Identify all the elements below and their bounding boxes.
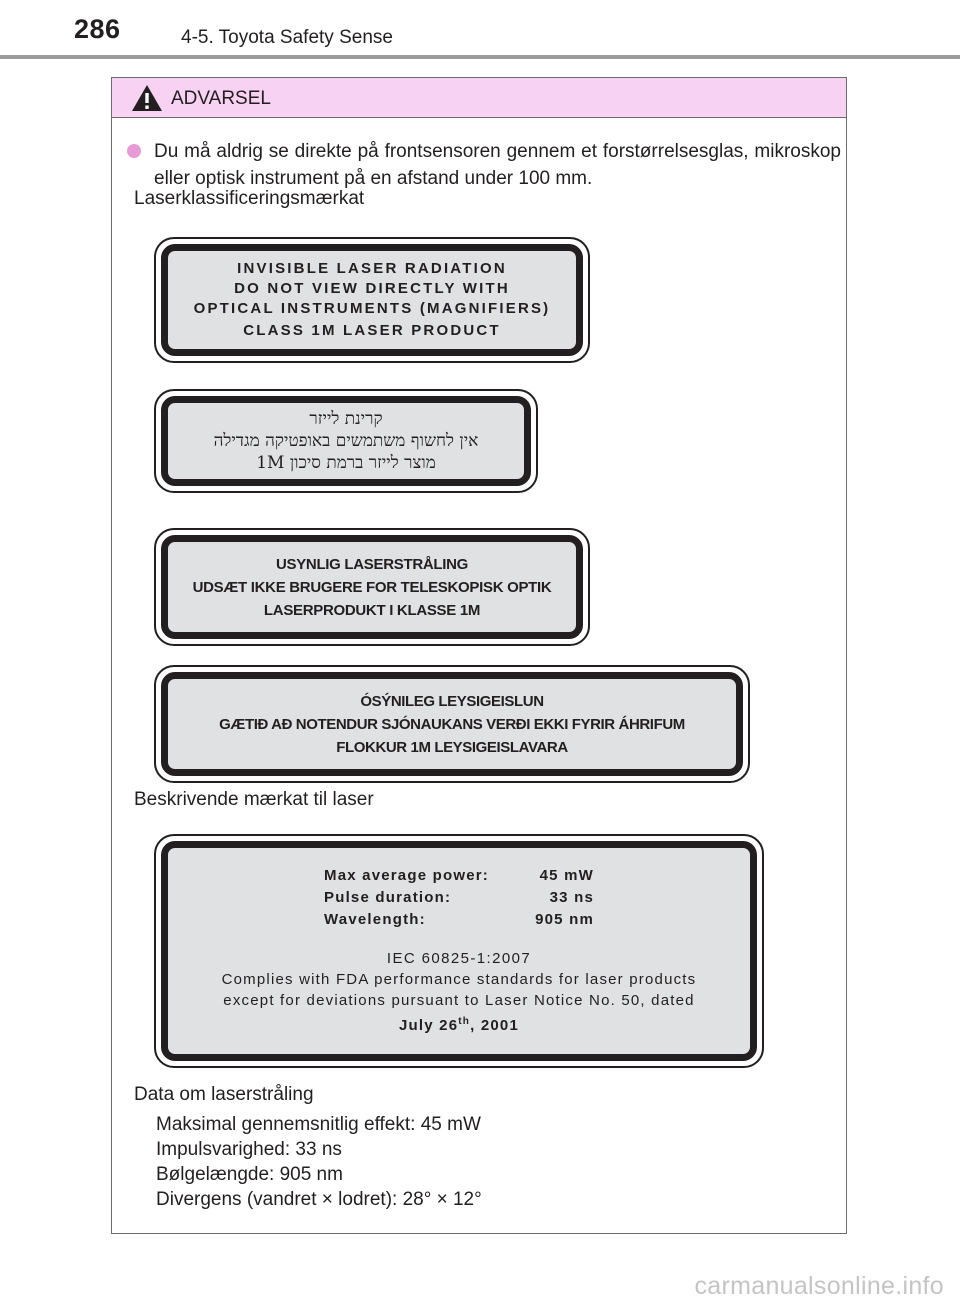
spec-value: 905 nm (535, 911, 594, 928)
data-heading: Data om laserstråling (134, 1084, 314, 1105)
warning-triangle-icon (131, 84, 163, 112)
description-heading: Beskrivende mærkat til laser (134, 789, 374, 810)
spec-key: Wavelength: (324, 911, 426, 928)
bullet-dot-icon (127, 144, 141, 158)
spec-date-suffix: , 2001 (470, 1017, 520, 1034)
label-line: DO NOT VIEW DIRECTLY WITH (234, 280, 510, 297)
spec-date (399, 1011, 519, 1036)
label-line: OPTICAL INSTRUMENTS (MAGNIFIERS) (193, 300, 551, 317)
data-line: Divergens (vandret × lodret): 28° × 12° (156, 1189, 482, 1210)
spec-date-sup: th (458, 1016, 471, 1027)
spec-fda-line: Complies with FDA performance standards for laser products (221, 971, 697, 988)
laser-label-icelandic (154, 665, 750, 783)
spec-standard: IEC 60825-1:2007 (386, 950, 532, 967)
spec-fda-line: except for deviations pursuant to Laser Notice No. 50, dated (223, 992, 695, 1009)
spec-value: 33 ns (549, 889, 594, 906)
warning-bullet-text: Du må aldrig se direkte på frontsensoren gennem et forstørrelsesglas, mikroskop eller optisk instrument på en afstand under 100 mm. (154, 141, 841, 189)
data-line: Bølgelængde: 905 nm (156, 1164, 343, 1185)
warning-header (112, 78, 846, 118)
watermark: carmanualsonline.info (694, 1272, 944, 1300)
label-line: CLASS 1M LASER PRODUCT (243, 322, 501, 339)
label-line: GÆTIÐ AÐ NOTENDUR SJÓNAUKANS VERÐI EKKI FYRIR ÁHRIFUM (219, 715, 685, 733)
label-line: LASERPRODUKT I KLASSE 1M (263, 601, 481, 619)
laser-label-english (154, 237, 590, 363)
data-line: Impulsvarighed: 33 ns (156, 1139, 342, 1160)
label-line: UDSÆT IKKE BRUGERE FOR TELESKOPISK OPTIK (192, 578, 552, 596)
spec-table (324, 866, 594, 930)
warning-bullet (127, 138, 841, 192)
label-line: ÓSÝNILEG LEYSIGEISLUN (360, 692, 544, 710)
label-line: קרינת לייזר (309, 409, 383, 429)
label-heading: Laserklassificeringsmærkat (134, 188, 365, 209)
warning-title: ADVARSEL (171, 88, 271, 109)
spec-key: Pulse duration: (324, 889, 452, 906)
laser-label-hebrew (154, 389, 538, 493)
page-number: 286 (74, 14, 121, 44)
label-line: USYNLIG LASERSTRÅLING (275, 555, 469, 573)
laser-label-danish (154, 528, 590, 646)
section-title: 4-5. Toyota Safety Sense (181, 27, 393, 48)
label-line: INVISIBLE LASER RADIATION (237, 260, 507, 277)
header-divider (0, 55, 960, 59)
spec-date-prefix: July 26 (398, 1017, 459, 1034)
spec-value: 45 mW (539, 867, 594, 884)
label-line: FLOKKUR 1M LEYSIGEISLAVARA (336, 738, 568, 756)
laser-spec-label (154, 834, 764, 1068)
warning-box (111, 77, 847, 1234)
label-line: מוצר לייזר ברמת סיכון 1M (256, 453, 436, 473)
spec-key: Max average power: (324, 867, 489, 884)
data-line: Maksimal gennemsnitlig effekt: 45 mW (156, 1114, 481, 1135)
label-line: אין לחשוף משתמשים באופטיקה מגדילה (213, 431, 479, 451)
